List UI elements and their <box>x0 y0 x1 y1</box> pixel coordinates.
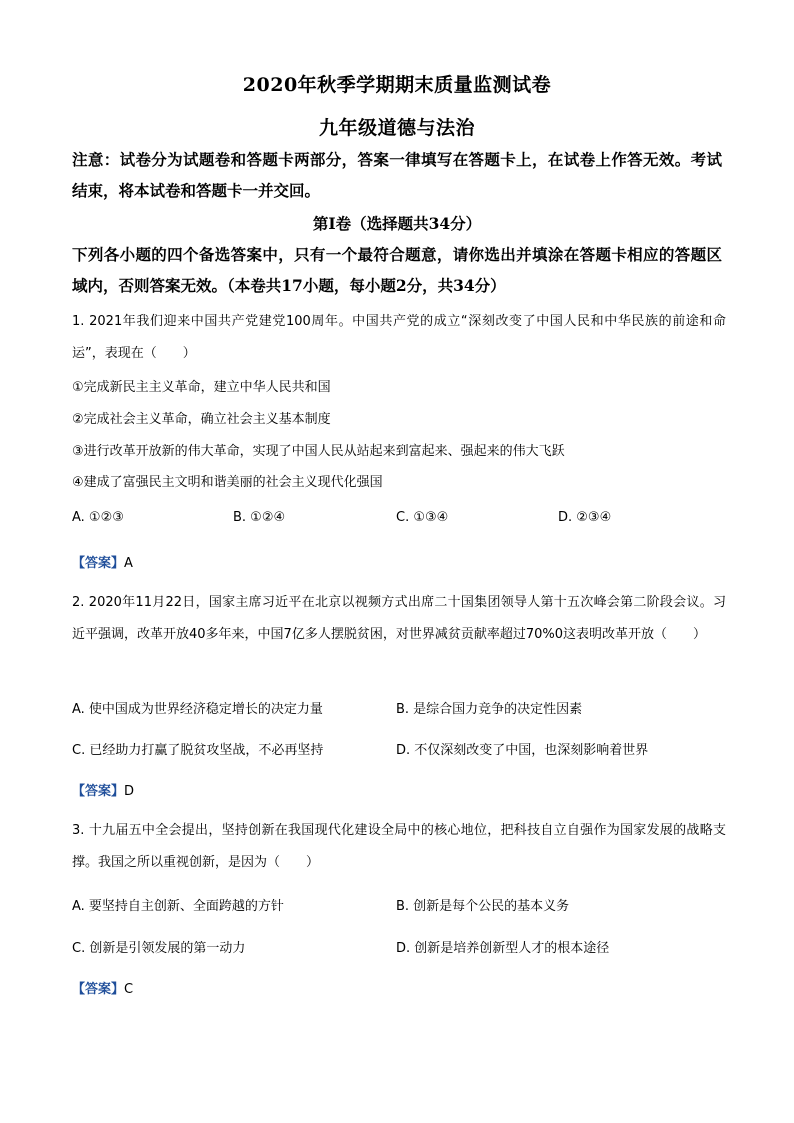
exam-subtitle: 九年级道德与法治 <box>318 117 475 139</box>
question-1-item-1: ①完成新民主主义革命，建立中华人民共和国 <box>72 380 331 395</box>
question-1-answer <box>72 552 133 571</box>
question-2-option-c: C. 已经助力打赢了脱贫攻坚战，不必再坚持 <box>72 743 324 758</box>
question-3-option-c: C. 创新是引领发展的第一动力 <box>72 941 246 956</box>
question-2-option-b: B. 是综合国力竞争的决定性因素 <box>396 702 583 717</box>
question-3-stem: 3. 十九届五中全会提出，坚持创新在我国现代化建设全局中的核心地位，把科技自立自强作为国家发展的战略支撑。我国之所以重视创新，是因为（ ） <box>72 823 726 870</box>
question-1-option-b: B. ①②④ <box>233 510 286 525</box>
question-2-stem: 2. 2020年11月22日，国家主席习近平在北京以视频方式出席二十国集团领导人第十五次峰会第二阶段会议。习近平强调，改革开放40多年来，中国7亿多人摆脱贫困，对世界减贫贡献率超过70%0这表明改革开放（ ） <box>72 595 726 642</box>
section-title: 第Ⅰ卷（选择题共34分） <box>312 214 482 233</box>
instruction-paragraph: 下列各小题的四个备选答案中，只有一个最符合题意，请你选出并填涂在答题卡相应的答题区域内，否则答案无效。（本卷共17小题，每小题2分，共34分） <box>72 245 722 295</box>
question-1-item-3: ③进行改革开放新的伟大革命，实现了中国人民从站起来到富起来、强起来的伟大飞跃 <box>72 444 565 459</box>
answer-tag: 【答案】 <box>72 556 125 571</box>
question-2-option-a: A. 使中国成为世界经济稳定增长的决定力量 <box>72 702 323 717</box>
exam-title: 2020年秋季学期期末质量监测试卷 <box>242 74 552 96</box>
question-1-item-4: ④建成了富强民主文明和谐美丽的社会主义现代化强国 <box>72 475 383 490</box>
question-1-option-d: D. ②③④ <box>558 510 612 525</box>
question-1-option-c: C. ①③④ <box>396 510 449 525</box>
question-3-answer <box>72 978 133 997</box>
question-3-option-a: A. 要坚持自主创新、全面跨越的方针 <box>72 899 284 914</box>
answer-value: C <box>124 982 134 997</box>
question-3-option-d: D. 创新是培养创新型人才的根本途径 <box>396 941 610 956</box>
question-2-answer <box>72 780 134 799</box>
question-3-option-b: B. 创新是每个公民的基本义务 <box>396 899 570 914</box>
question-2-option-d: D. 不仅深刻改变了中国，也深刻影响着世界 <box>396 743 649 758</box>
question-1-item-2: ②完成社会主义革命，确立社会主义基本制度 <box>72 412 331 427</box>
question-1-option-a: A. ①②③ <box>72 510 124 525</box>
answer-value: A <box>124 556 133 571</box>
answer-tag: 【答案】 <box>72 982 125 997</box>
answer-tag: 【答案】 <box>72 784 125 799</box>
question-1-stem: 1. 2021年我们迎来中国共产党建党100周年。中国共产党的成立“深刻改变了中国人民和中华民族的前途和命运”，表现在（ ） <box>72 314 726 361</box>
notice-paragraph: 注意：试卷分为试题卷和答题卡两部分，答案一律填写在答题卡上，在试卷上作答无效。考试结束，将本试卷和答题卡一并交回。 <box>72 150 722 200</box>
answer-value: D <box>124 784 135 799</box>
